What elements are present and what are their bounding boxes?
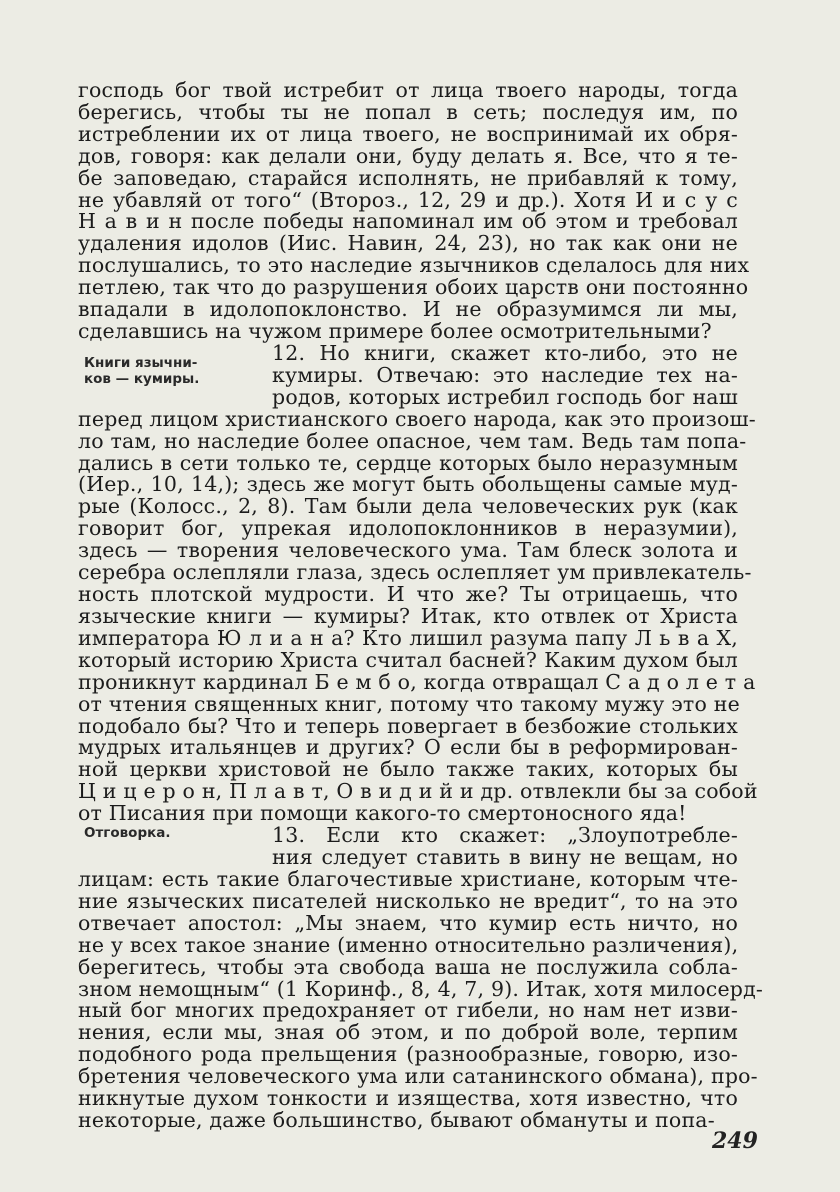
- text-line: впадали в идолопоклонство. И не образумимся ли мы,: [78, 297, 738, 321]
- text-line: берегись, чтобы ты не попал в сеть; последуя им, по: [78, 100, 738, 124]
- text-line: кумиры. Отвечаю: это наследие тех на-: [272, 363, 738, 387]
- text-line: мудрых итальянцев и других? О если бы в реформирован-: [78, 735, 738, 759]
- margin-note-books-idols: Книги язычни- ков — кумиры.: [84, 355, 200, 387]
- text-line: ный бог многих предохраняет от гибели, но нам нет изви-: [78, 998, 738, 1022]
- page-number: 249: [712, 1128, 758, 1154]
- text-line: ние языческих писателей нисколько не вредит“, то на это: [78, 889, 738, 913]
- text-line: никнутые духом тонкости и изящества, хотя известно, что: [78, 1086, 738, 1110]
- text-line: говорит бог, упрекая идолопоклонников в неразумии),: [78, 516, 738, 540]
- text-line: бе заповедаю, старайся исполнять, не прибавляй к тому,: [78, 166, 738, 190]
- text-line: 12. Но книги, скажет кто-либо, это не: [272, 341, 738, 365]
- text-line: проникнут кардинал Б е м б о, когда отвращал С а д о л е т а: [78, 670, 756, 694]
- text-line: от Писания при помощи какого-то смертоносного яда!: [78, 801, 687, 825]
- text-line: ния следует ставить в вину не вещам, но: [272, 845, 738, 869]
- text-line: отвечает апостол: „Мы знаем, что кумир есть ничто, но: [78, 911, 738, 935]
- text-line: подобало бы? Что и теперь повергает в безбожие стольких: [78, 714, 738, 738]
- text-line: ло там, но наследие более опасное, чем там. Ведь там попа-: [78, 429, 747, 453]
- text-line: сделавшись на чужом примере более осмотрительными?: [78, 319, 712, 343]
- text-line: лицам: есть такие благочестивые христиане, которым чте-: [78, 867, 738, 891]
- text-line: 13. Если кто скажет: „Злоупотребле-: [272, 823, 738, 847]
- text-line: императора Ю л и а н а? Кто лишил разума папу Л ь в а X,: [78, 626, 738, 650]
- text-line: Ц и ц е р о н, П л а в т, О в и д и й и др. отвлекли бы за собой: [78, 779, 758, 803]
- text-line: ной церкви христовой не было также таких, которых бы: [78, 757, 738, 781]
- text-line: рые (Колосс., 2, 8). Там были дела человеческих рук (как: [78, 494, 738, 518]
- text-line: не у всех такое знание (именно относительно различения),: [78, 933, 739, 957]
- text-line: петлею, так что до разрушения обоих царств они постоянно: [78, 275, 749, 299]
- text-line: некоторые, даже большинство, бывают обмануты и попа-: [78, 1108, 715, 1132]
- text-line: нения, если мы, зная об этом, и по доброй воле, терпим: [78, 1020, 738, 1044]
- text-line: подобного рода прельщения (разнообразные, говорю, изо-: [78, 1042, 738, 1066]
- text-line: послушались, то это наследие язычников сделалось для них: [78, 253, 750, 277]
- text-line: истреблении их от лица твоего, не воспринимай их обря-: [78, 122, 738, 146]
- text-line: бретения человеческого ума или сатанинского обмана), про-: [78, 1064, 758, 1088]
- text-line: не убавляй от того“ (Второз., 12, 29 и др.). Хотя И и с у с: [78, 188, 738, 212]
- text-line: родов, которых истребил господь бог наш: [272, 385, 738, 409]
- text-line: серебра ослепляли глаза, здесь ослепляет ум привлекатель-: [78, 560, 752, 584]
- text-line: перед лицом христианского своего народа, как это произош-: [78, 407, 756, 431]
- text-line: языческие книги — кумиры? Итак, кто отвлек от Христа: [78, 604, 738, 628]
- text-line: здесь — творения человеческого ума. Там блеск золота и: [78, 538, 738, 562]
- text-line: ность плотской мудрости. И что же? Ты отрицаешь, что: [78, 582, 738, 606]
- text-line: который историю Христа считал басней? Каким духом был: [78, 648, 738, 672]
- text-line: берегитесь, чтобы эта свобода ваша не послужила собла-: [78, 955, 738, 979]
- text-line: от чтения священных книг, потому что такому мужу это не: [78, 692, 740, 716]
- text-line: зном немощным“ (1 Коринф., 8, 4, 7, 9). Итак, хотя милосерд-: [78, 977, 764, 1001]
- text-line: дались в сети только те, сердце которых было неразумным: [78, 451, 738, 475]
- text-line: дов, говоря: как делали они, буду делать я. Все, что я те-: [78, 144, 738, 168]
- margin-note-excuse: Отговорка.: [84, 825, 171, 841]
- text-line: господь бог твой истребит от лица твоего народы, тогда: [78, 78, 738, 102]
- text-line: удаления идолов (Иис. Навин, 24, 23), но так как они не: [78, 231, 738, 255]
- text-line: (Иер., 10, 14,); здесь же могут быть обольщены самые муд-: [78, 472, 738, 496]
- text-line: Н а в и н после победы напоминал им об этом и требовал: [78, 209, 738, 233]
